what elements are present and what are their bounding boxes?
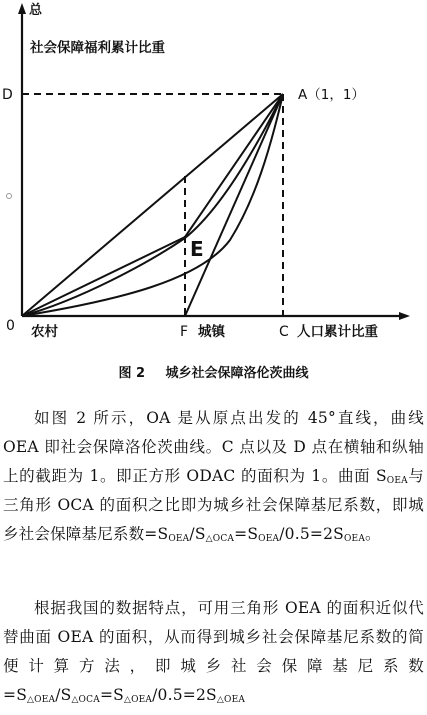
o-label: 0 (6, 318, 15, 334)
f1-s: S (157, 525, 169, 543)
f2-s: S (16, 686, 28, 704)
f1-eq2: /0.5=2S (279, 525, 344, 543)
tick-mark (7, 194, 12, 199)
y-axis-top-label: 总 (29, 3, 43, 18)
f1-sub3: OEA (258, 534, 280, 544)
p2-text-a: 根据我国的数据特点，可用三角形 OEA 的面积近似代替曲面 OEA 的面积，从而得到城乡社会保障基尼系数的简便计算方法，即城乡社会保障基尼系数= (3, 599, 424, 704)
a-label: A（1，1） (298, 87, 365, 103)
line-fa (185, 94, 283, 316)
f1-eq1: =S (234, 525, 259, 543)
paragraph-2 (3, 594, 424, 710)
line-oa (22, 94, 283, 316)
f2-sub3: △OEA (123, 695, 153, 705)
f1-sub4: OEA (343, 534, 366, 544)
f1-mid: /S (189, 525, 206, 543)
f1-sub1: OEA (168, 534, 190, 544)
f2-eq2: /0.5=2S (152, 686, 217, 704)
p2-formula (16, 686, 245, 704)
y-axis-title: 社会保障福利累计比重 (30, 40, 165, 56)
y-axis-arrow (18, 3, 26, 14)
f1-end: 。 (365, 525, 381, 543)
caption-title: 城乡社会保障洛伦茨曲线 (165, 366, 309, 381)
f2-sub1: △OEA (27, 695, 56, 705)
e-label: E (190, 237, 204, 261)
figure-caption (0, 362, 427, 381)
x-axis-arrow (399, 312, 410, 320)
x-axis-title: 人口累计比重 (297, 324, 378, 340)
f2-sub4: △OEA (216, 695, 246, 705)
f2-sub2: △OCA (71, 695, 100, 705)
p1-text-a: 如图 2 所示，OA 是从原点出发的 45°直线，曲线 OEA 即社会保障洛伦茨曲线。C 点以及 D 点在横轴和纵轴上的截距为 1。即正方形 ODAC 的面积为 1。曲面 S (3, 409, 424, 485)
f-text: 城镇 (198, 324, 225, 340)
o-text: 农村 (31, 324, 58, 340)
p1-text-b: 与三角形 OCA 的面积之比即为城乡社会保障基尼系数，即城乡社会保障基尼系数= (3, 467, 424, 543)
p1-sub-oea: OEA (386, 476, 408, 486)
paragraph-1 (3, 404, 424, 549)
caption-number: 图 2 (118, 366, 146, 381)
p1-formula (158, 525, 381, 543)
d-label: D (2, 87, 13, 103)
f2-mid: /S (55, 686, 72, 704)
f2-eq1: =S (99, 686, 124, 704)
f-label: F (180, 324, 189, 340)
f1-sub2: △OCA (205, 534, 235, 544)
c-label: C (279, 324, 289, 340)
